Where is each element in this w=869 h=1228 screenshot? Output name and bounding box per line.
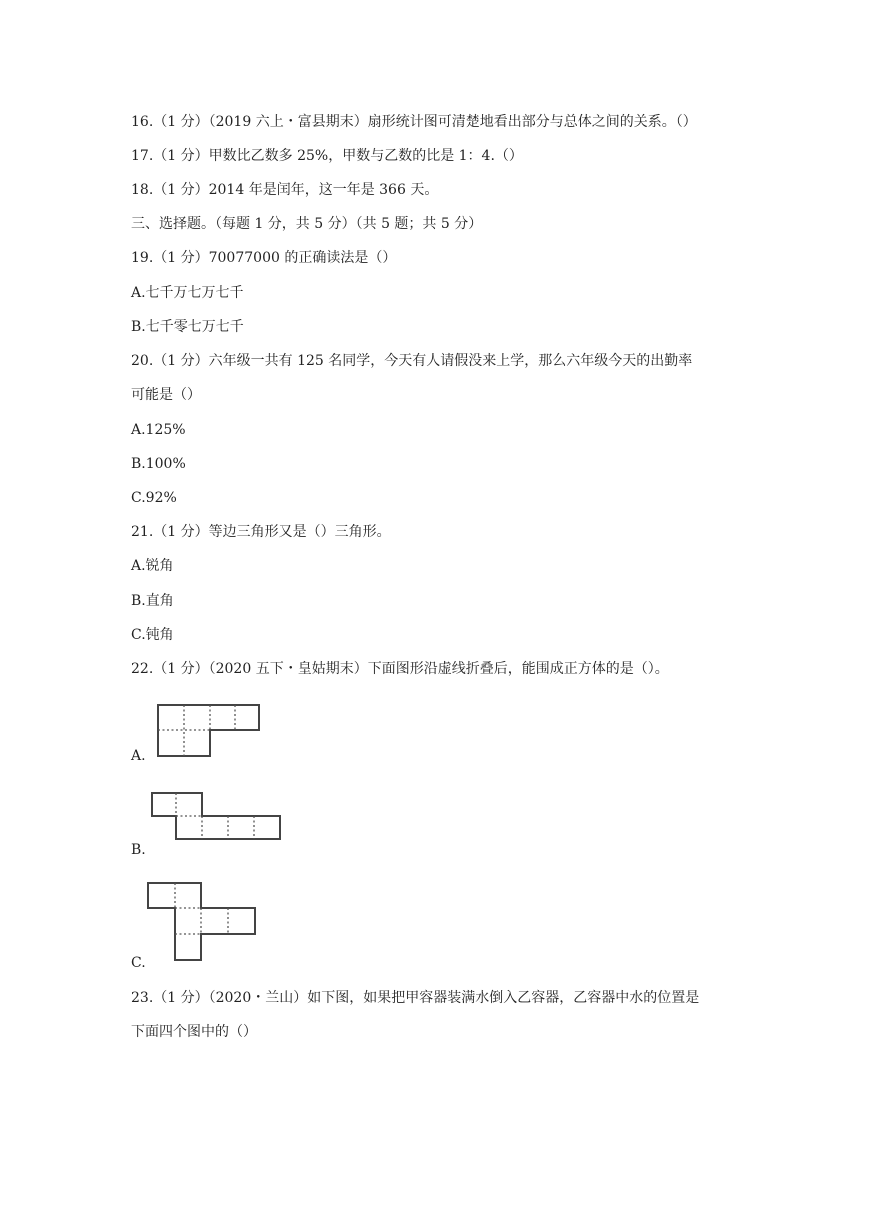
- q16-text: 16.（1 分）（2019 六上・富县期末）扇形统计图可清楚地看出部分与总体之间的关系。（）: [131, 114, 697, 130]
- q23-text-cont: 下面四个图中的（）: [131, 1024, 257, 1040]
- q20-text-cont: 可能是（）: [131, 387, 201, 403]
- q21-option-c: C.钝角: [131, 627, 174, 643]
- section-3-heading: 三、选择题。（每题 1 分，共 5 分）（共 5 题；共 5 分）: [131, 216, 483, 232]
- q22-text: 22.（1 分）（2020 五下・皇姑期末）下面图形沿虚线折叠后，能围成正方体的是（）。: [131, 661, 669, 677]
- q20-option-c: C.92%: [131, 490, 177, 506]
- q22-option-a-label: A.: [131, 748, 146, 764]
- q20-option-a: A.125%: [131, 422, 186, 438]
- q22-net-c-figure: [147, 882, 259, 964]
- q20-option-b: B.100%: [131, 456, 186, 472]
- q22-net-b-figure: [151, 792, 283, 842]
- q22-option-c-label: C.: [131, 955, 146, 971]
- q21-text: 21.（1 分）等边三角形又是（）三角形。: [131, 524, 391, 540]
- q22-option-b-label: B.: [131, 842, 146, 858]
- q23-text: 23.（1 分）（2020・兰山）如下图，如果把甲容器装满水倒入乙容器，乙容器中水的位置是: [131, 990, 700, 1006]
- q18-text: 18.（1 分）2014 年是闰年，这一年是 366 天。: [131, 182, 439, 198]
- q17-text: 17.（1 分）甲数比乙数多 25%，甲数与乙数的比是 1：4.（）: [131, 148, 523, 164]
- q19-option-a: A.七千万七万七千: [131, 285, 244, 301]
- q20-text: 20.（1 分）六年级一共有 125 名同学，今天有人请假没来上学，那么六年级今天的出勤率: [131, 353, 693, 369]
- q21-option-a: A.锐角: [131, 558, 174, 574]
- q21-option-b: B.直角: [131, 593, 174, 609]
- q19-option-b: B.七千零七万七千: [131, 319, 244, 335]
- q19-text: 19.（1 分）70077000 的正确读法是（）: [131, 250, 397, 266]
- q22-net-a-figure: [157, 704, 261, 760]
